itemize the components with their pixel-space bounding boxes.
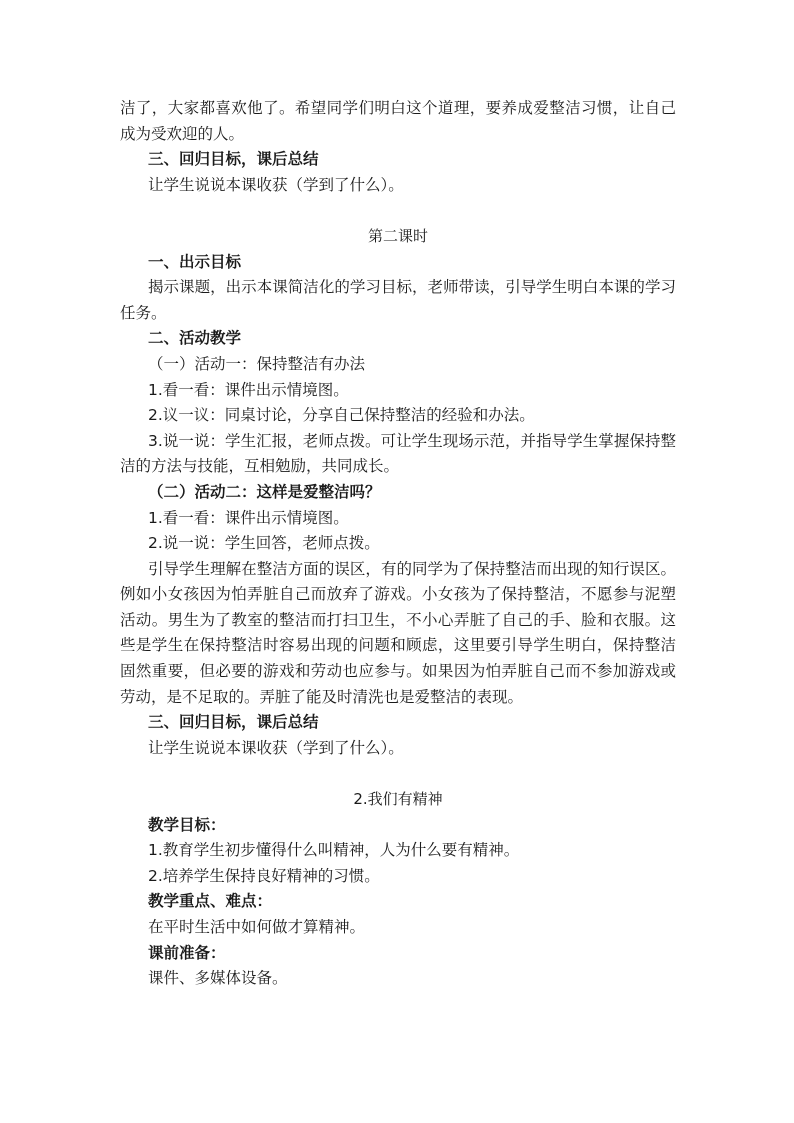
section-heading: 教学重点、难点： <box>148 892 273 911</box>
paragraph: 2.议一议：同桌讨论，分享自己保持整洁的经验和办法。 <box>148 406 535 425</box>
section-heading: 三、回归目标，课后总结 <box>148 713 319 732</box>
section-title: 第二课时 <box>367 226 428 245</box>
section-heading: （二）活动二：这样是爱整洁吗？ <box>148 482 381 501</box>
paragraph: 2.说一说：学生回答，老师点拨。 <box>148 534 380 553</box>
paragraph: 课件、多媒体设备。 <box>148 969 288 988</box>
paragraph: 让学生说说本课收获（学到了什么）。 <box>148 175 404 194</box>
paragraph: 1.看一看：课件出示情境图。 <box>148 380 349 399</box>
paragraph: （一）活动一：保持整洁有办法 <box>148 354 366 373</box>
paragraph: 揭示课题，出示本课简洁化的学习目标，老师带读，引导学生明白本课的学习任务。 <box>120 278 676 322</box>
paragraph-spacer <box>120 761 676 787</box>
section-heading: 三、回归目标，课后总结 <box>148 150 319 169</box>
paragraph: 1.看一看：课件出示情境图。 <box>148 508 349 527</box>
paragraph-spacer <box>120 198 676 224</box>
section-title: 2.我们有精神 <box>353 790 443 809</box>
section-heading: 课前准备： <box>148 943 226 962</box>
paragraph: 1.教育学生初步懂得什么叫精神，人为什么要有精神。 <box>148 841 520 860</box>
paragraph: 让学生说说本课收获（学到了什么）。 <box>148 738 404 757</box>
section-heading: 二、活动教学 <box>148 329 242 348</box>
paragraph: 2.培养学生保持良好精神的习惯。 <box>148 866 380 885</box>
section-heading: 一、出示目标 <box>148 252 242 271</box>
paragraph: 引导学生理解在整洁方面的误区，有的同学为了保持整洁而出现的知行误区。例如小女孩因为怕弄脏自己而放弃了游戏。小女孩为了保持整洁，不愿参与泥塑活动。男生为了教室的整洁而打扫卫生，不小心弄脏了自己的手、脸和衣服。这些是学生在保持整洁时容易出现的问题和顾虑，这里要引导学生明白，保持整洁固然重要，但必要的游戏和劳动也应参与。如果因为怕弄脏自己而不参加游戏或劳动，是不足取的。弄脏了能及时清洗也是爱整洁的表现。 <box>120 559 676 706</box>
paragraph: 在平时生活中如何做才算精神。 <box>148 918 366 936</box>
document-page <box>120 96 676 992</box>
section-heading: 教学目标： <box>148 815 226 834</box>
paragraph: 洁了，大家都喜欢他了。希望同学们明白这个道理，要养成爱整洁习惯，让自己成为受欢迎的人。 <box>120 99 676 143</box>
paragraph: 3.说一说：学生汇报，老师点拨。可让学生现场示范，并指导学生掌握保持整洁的方法与技能，互相勉励，共同成长。 <box>120 431 676 476</box>
